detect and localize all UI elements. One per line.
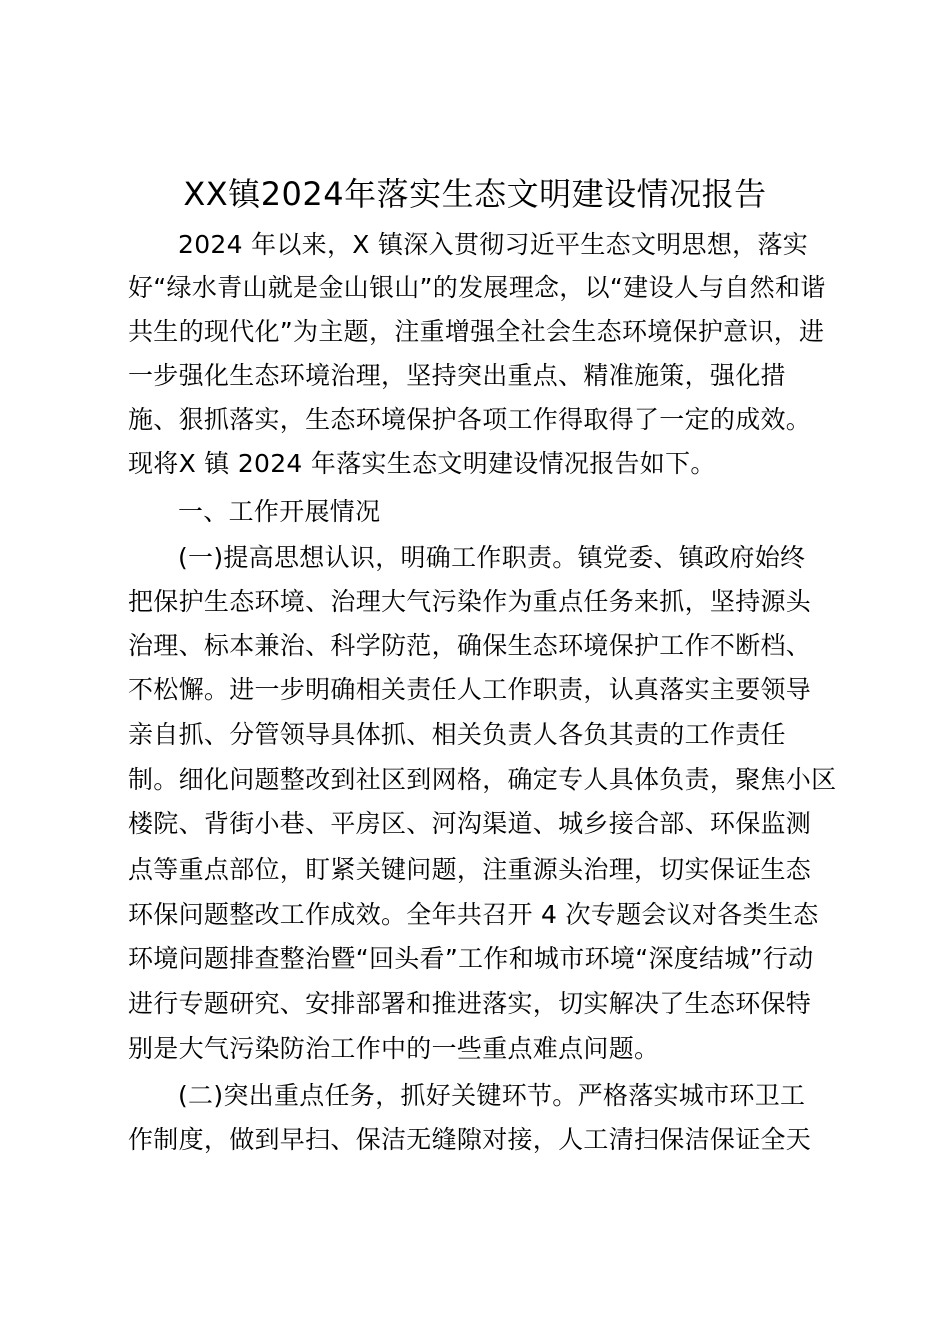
paragraph-line: 现将X 镇 2024 年落实生态文明建设情况报告如下。 <box>128 449 716 478</box>
section-heading: 一、工作开展情况 <box>178 497 381 526</box>
paragraph-line: 不松懈。进一步明确相关责任人工作职责，认真落实主要领导 <box>128 675 812 704</box>
paragraph-line: 环境问题排查整治暨“回头看”工作和城市环境“深度结城”行动 <box>128 944 814 973</box>
paragraph-line: 作制度，做到早扫、保洁无缝隙对接，人工清扫保洁保证全天 <box>128 1125 812 1154</box>
paragraph-line: 共生的现代化”为主题，注重增强全社会生态环境保护意识，进 <box>128 317 825 346</box>
paragraph-line: 点等重点部位，盯紧关键问题，注重源头治理，切实保证生态 <box>128 855 812 884</box>
paragraph-line: (一)提高思想认识，明确工作职责。镇党委、镇政府始终 <box>178 543 806 572</box>
paragraph-line: (二)突出重点任务，抓好关键环节。严格落实城市环卫工 <box>178 1081 806 1110</box>
paragraph-line: 治理、标本兼治、科学防范，确保生态环境保护工作不断档、 <box>128 631 812 660</box>
paragraph-line: 把保护生态环境、治理大气污染作为重点任务来抓，坚持源头 <box>128 587 812 616</box>
document-title: XX镇2024年落实生态文明建设情况报告 <box>183 175 767 213</box>
paragraph-line: 环保问题整改工作成效。全年共召开 4 次专题会议对各类生态 <box>128 900 819 929</box>
paragraph-line: 楼院、背街小巷、平房区、河沟渠道、城乡接合部、环保监测 <box>128 809 812 838</box>
paragraph-line: 好“绿水青山就是金山银山”的发展理念，以“建设人与自然和谐 <box>128 273 826 302</box>
paragraph-line: 2024 年以来，X 镇深入贯彻习近平生态文明思想，落实 <box>178 230 809 259</box>
paragraph-line: 别是大气污染防治工作中的一些重点难点问题。 <box>128 1034 660 1063</box>
paragraph-line: 亲自抓、分管领导具体抓、相关负责人各负其责的工作责任 <box>128 720 786 749</box>
paragraph-line: 一步强化生态环境治理，坚持突出重点、精准施策，强化措 <box>128 361 786 390</box>
paragraph-line: 施、狠抓落实，生态环境保护各项工作得取得了一定的成效。 <box>128 405 812 434</box>
paragraph-line: 制。细化问题整改到社区到网格，确定专人具体负责，聚焦小区 <box>128 765 837 794</box>
paragraph-line: 进行专题研究、安排部署和推进落实，切实解决了生态环保特 <box>128 989 812 1018</box>
